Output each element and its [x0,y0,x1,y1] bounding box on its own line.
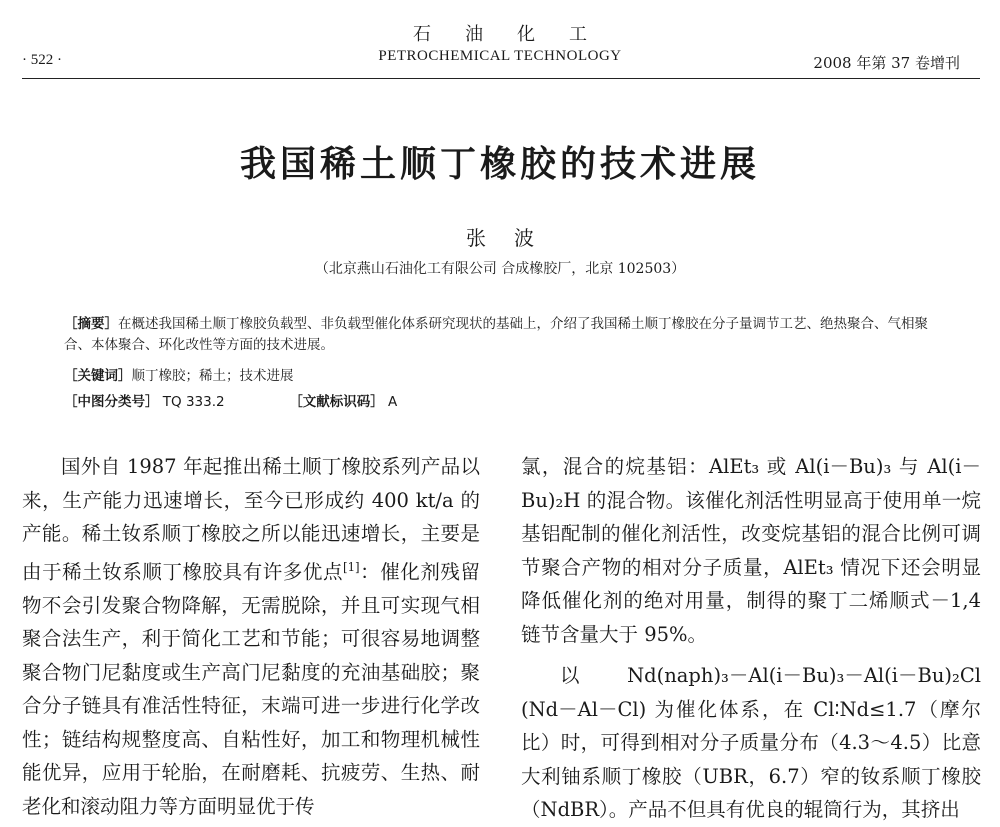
body-paragraph [22,450,480,823]
citation-ref[interactable]: [1] [343,559,360,574]
author-affiliation: （北京燕山石油化工有限公司 合成橡胶厂，北京 102503） [314,261,686,277]
body-text: ：催化剂残留物不会引发聚合物降解，无需脱除，并且可实现气相聚合法生产，利于简化工艺和节能；可很容易地调整聚合物门尼黏度或生产高门尼黏度的充油基础胶；聚合分子链具有准活性特征，末端可进一步进行化学改性；链结构规整度高、自粘性好，加工和物理机械性能优异，应用于轮胎，在耐磨耗、抗疲劳、生热、耐老化和滚动阻力等方面明显优于传 [22,560,480,818]
journal-name-cn: 石油化工 [413,24,621,45]
article-title: 我国稀土顺丁橡胶的技术进展 [239,144,760,185]
abstract-text: 在概述我国稀土顺丁橡胶负载型、非负载型催化体系研究现状的基础上，介绍了我国稀土顺丁橡胶在分子量调节工艺、绝热聚合、气相聚合、本体聚合、环化改性等方面的技术进展。 [64,316,928,353]
classification [64,392,397,413]
abstract-label: ［摘要］ [64,316,118,332]
header-rule [22,78,980,79]
doc-code-value: A [388,394,398,410]
page-number: · 522 · [22,52,62,68]
body-paragraph: 以 Nd(naph)₃－Al(i－Bu)₃－Al(i－Bu)₂Cl (Nd－Al－Cl) 为催化体系，在 Cl∶Nd≤1.7（摩尔比）时，可得到相对分子质量分布（4.3～4.5）比意大利铀系顺丁橡胶（UBR，6.7）窄的钕系顺丁橡胶（NdBR）。产品不但具有优良的辊筒行为，其挤出 [521,664,981,821]
body-column-right [521,450,981,827]
doc-code-label: ［文献标识码］ [289,394,384,410]
clc-label: ［中图分类号］ [64,394,159,410]
issue-info: 2008 年第 37 卷增刊 [813,54,960,72]
journal-name-en: PETROCHEMICAL TECHNOLOGY [378,48,622,64]
body-paragraph: 氯，混合的烷基铝：AlEt₃ 或 Al(i－Bu)₃ 与 Al(i－Bu)₂H 的混合物。该催化剂活性明显高于使用单一烷基铝配制的催化剂活性，改变烷基铝的混合比例可调节聚合产物的相对分子质量，AlEt₃ 情况下还会明显降低催化剂的绝对用量，制得的聚丁二烯顺式－1,4 链节含量大于 95%。 [521,455,981,646]
author-name: 张波 [466,226,562,250]
abstract [64,314,954,356]
keywords [64,366,294,387]
body-column-left [22,450,480,823]
clc-value: TQ 333.2 [162,394,225,410]
keywords-text: 顺丁橡胶；稀土；技术进展 [131,368,294,384]
keywords-label: ［关键词］ [64,368,132,384]
body-text: 国外自 1987 年起推出稀土顺丁橡胶系列产品以来，生产能力迅速增长，至今已形成约 400 kt/a 的产能。稀土钕系顺丁橡胶之所以能迅速增长，主要是由于稀土钕系顺丁橡胶具有许多优点 [22,455,480,583]
